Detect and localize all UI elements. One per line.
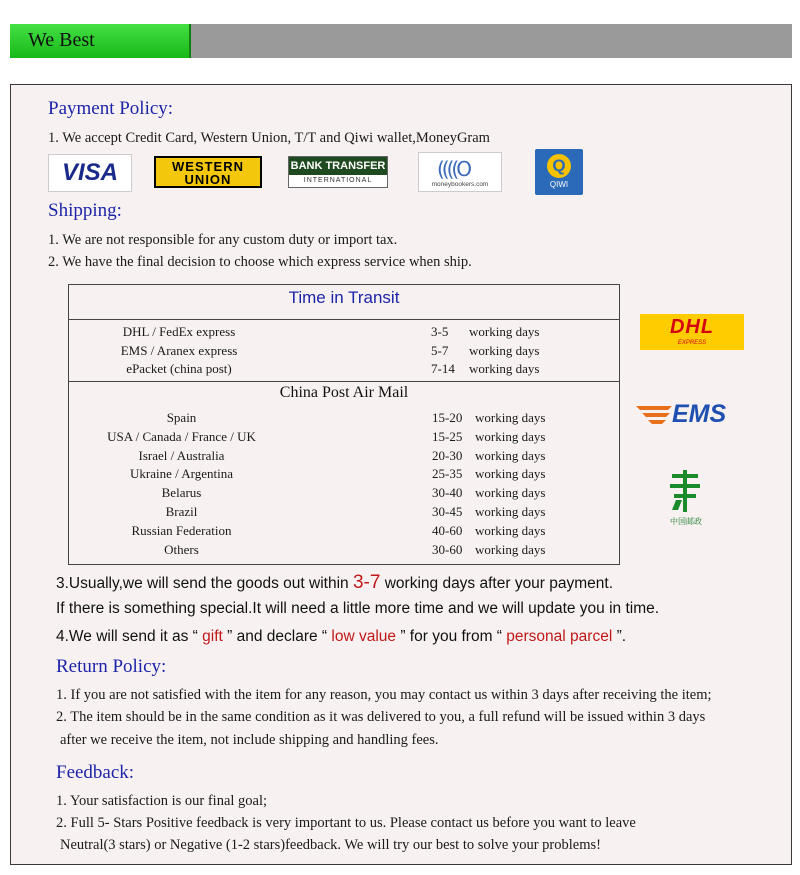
- note-4-personal-parcel: personal parcel: [506, 628, 613, 645]
- note-4: [56, 628, 626, 646]
- row-days: 25-35: [432, 466, 463, 482]
- row-label: Belarus: [161, 485, 202, 501]
- china-post-logo: [656, 470, 716, 528]
- note-4-part: ” and declare “: [222, 628, 332, 645]
- western-union-text-2: UNION: [184, 172, 232, 187]
- china-post-emblem-icon: [668, 470, 702, 514]
- row-label: DHL / FedEx express: [122, 324, 236, 339]
- row-unit: working days: [475, 485, 546, 501]
- qiwi-logo: [535, 149, 583, 195]
- note-3: [56, 572, 613, 594]
- moneybookers-rings-icon: ((((O: [437, 157, 469, 181]
- shipping-line-1: 1. We are not responsible for any custom duty or import tax.: [48, 232, 398, 248]
- bank-transfer-text: BANK TRANSFER: [289, 157, 387, 175]
- feedback-heading: Feedback:: [56, 762, 135, 783]
- table-row: [69, 504, 619, 522]
- header-tab: [10, 24, 191, 58]
- china-post-text: 中国邮政: [670, 517, 702, 526]
- row-unit: working days: [475, 504, 546, 519]
- row-label: Ukraine / Argentina: [129, 466, 233, 482]
- note-4-gift: gift: [202, 628, 223, 645]
- row-label: Russian Federation: [131, 522, 232, 538]
- row-days: 30-40: [432, 485, 463, 501]
- row-unit: working days: [475, 541, 546, 557]
- table-row: [69, 523, 619, 541]
- dhl-text: DHL: [669, 316, 715, 338]
- table-row: [69, 466, 619, 484]
- western-union-logo: [154, 156, 262, 188]
- shipping-heading: Shipping:: [48, 200, 122, 221]
- row-unit: working days: [475, 522, 546, 538]
- transit-title: Time in Transit: [288, 288, 400, 307]
- moneybookers-logo: [418, 152, 502, 192]
- row-days: 30-45: [432, 504, 463, 519]
- row-days: 15-20: [432, 410, 463, 425]
- row-days: 3-5: [431, 324, 449, 339]
- return-heading: Return Policy:: [56, 656, 167, 677]
- row-days: 7-14: [431, 361, 455, 376]
- row-label: Brazil: [165, 504, 198, 519]
- row-days: 40-60: [432, 522, 463, 538]
- row-unit: working days: [469, 361, 540, 376]
- moneybookers-text: moneybookers.com: [431, 181, 489, 188]
- table-row: [69, 448, 619, 466]
- ems-logo: [636, 400, 748, 432]
- row-unit: working days: [469, 324, 540, 339]
- ems-text: EMS: [672, 400, 727, 428]
- note-4-low-value: low value: [331, 628, 397, 645]
- return-line-2: 2. The item should be in the same condition as it was delivered to you, a full refund will be issued within 3 days: [56, 709, 706, 725]
- table-row: [69, 343, 619, 361]
- table-row: [69, 361, 619, 379]
- western-union-text-1: WESTERN: [172, 159, 244, 174]
- note-3-continued: If there is something special.It will need a little more time and we will update you in time.: [56, 600, 660, 617]
- dhl-subtext: EXPRESS: [677, 340, 707, 346]
- feedback-line-2: 2. Full 5- Stars Positive feedback is very important to us. Please contact us before you want to leave: [56, 815, 636, 831]
- bank-transfer-subtext: INTERNATIONAL: [303, 177, 373, 184]
- header-title: We Best: [28, 29, 95, 51]
- bank-transfer-logo: [288, 156, 388, 188]
- visa-logo: VISA: [48, 154, 132, 192]
- payment-heading: Payment Policy:: [48, 98, 174, 119]
- row-days: 15-25: [432, 428, 463, 444]
- return-line-3: after we receive the item, not include shipping and handling fees.: [60, 732, 439, 748]
- feedback-line-1: 1. Your satisfaction is our final goal;: [56, 793, 268, 809]
- row-days: 20-30: [432, 447, 463, 463]
- note-4-part: ”.: [612, 628, 627, 645]
- row-label: ePacket (china post): [126, 361, 232, 376]
- dhl-logo: [640, 314, 744, 350]
- header-bar: [10, 24, 792, 58]
- row-unit: working days: [475, 410, 546, 425]
- row-days: 30-60: [432, 541, 463, 557]
- note-3-highlight: 3-7: [352, 572, 381, 593]
- row-days: 5-7: [431, 342, 449, 358]
- transit-table: [68, 284, 620, 565]
- table-row: [69, 485, 619, 503]
- table-divider: [69, 381, 619, 382]
- table-row: [69, 542, 619, 560]
- table-row: [69, 324, 619, 342]
- table-row: [69, 429, 619, 447]
- row-label: Spain: [166, 410, 197, 425]
- qiwi-text: QIWI: [549, 180, 569, 189]
- qiwi-q-icon: Q: [547, 154, 571, 178]
- note-4-part: ” for you from “: [396, 628, 507, 645]
- airmail-title: China Post Air Mail: [279, 384, 409, 401]
- note-3-part: 3.Usually,we will send the goods out within: [56, 575, 353, 592]
- feedback-line-3: Neutral(3 stars) or Negative (1-2 stars)feedback. We will try our best to solve your problems!: [60, 837, 601, 853]
- return-line-1: 1. If you are not satisfied with the item for any reason, you may contact us within 3 days after receiving the item;: [56, 687, 712, 703]
- note-3-part: working days after your payment.: [380, 575, 614, 592]
- table-row: [69, 410, 619, 428]
- payment-line-1: 1. We accept Credit Card, Western Union, T/T and Qiwi wallet,MoneyGram: [48, 130, 490, 146]
- row-label: USA / Canada / France / UK: [107, 428, 256, 444]
- row-unit: working days: [475, 447, 546, 463]
- row-label: Israel / Australia: [138, 447, 225, 463]
- row-unit: working days: [469, 342, 540, 358]
- note-4-part: 4.We will send it as “: [56, 628, 203, 645]
- table-divider: [69, 319, 619, 320]
- shipping-line-2: 2. We have the final decision to choose which express service when ship.: [48, 254, 472, 270]
- row-unit: working days: [475, 428, 546, 444]
- row-label: Others: [164, 541, 199, 557]
- row-unit: working days: [475, 466, 546, 482]
- ems-speed-lines-icon: [636, 404, 674, 428]
- row-label: EMS / Aranex express: [120, 342, 238, 358]
